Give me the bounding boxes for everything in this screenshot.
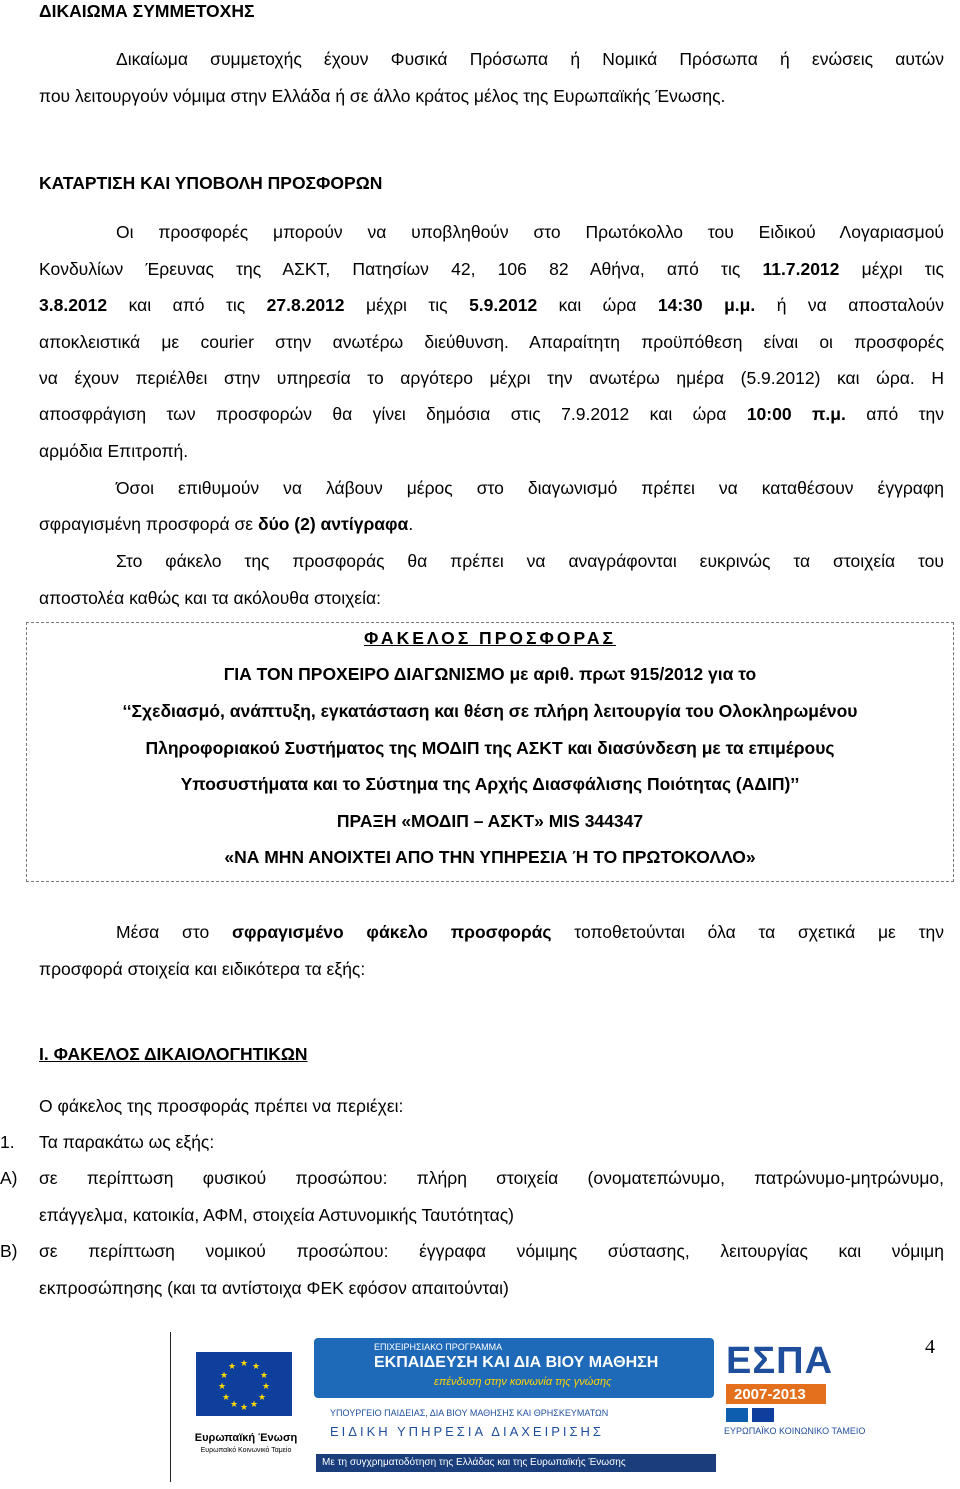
program-slogan: επένδυση στην κοινωνία της γνώσης <box>434 1376 612 1388</box>
participation-text-line-2: που λειτουργούν νόμιμα στην Ελλάδα ή σε άλλο κράτος μέλος της Ευρωπαϊκής Ένωσης. <box>39 86 726 106</box>
documents-intro: Ο φάκελος της προσφοράς πρέπει να περιέχει: <box>39 1096 404 1116</box>
envelope-line-2: ‘‘Σχεδιασμό, ανάπτυξη, εγκατάσταση και θέση σε πλήρη λειτουργία του Ολοκληρωμένου <box>122 701 858 721</box>
espa-sublabel: ΕΥΡΩΠΑΪΚΟ ΚΟΙΝΩΝΙΚΟ ΤΑΜΕΙΟ <box>724 1426 866 1436</box>
ministry-name: ΥΠΟΥΡΓΕΙΟ ΠΑΙΔΕΙΑΣ, ΔΙΑ ΒΙΟΥ ΜΑΘΗΣΗΣ ΚΑΙ ΘΡΗΣΚΕΥΜΑΤΩΝ <box>330 1408 609 1418</box>
espa-logo: ΕΣΠΑ <box>726 1340 834 1382</box>
section-title-participation: ΔΙΚΑΙΩΜΑ ΣΥΜΜΕΤΟΧΗΣ <box>39 1 255 21</box>
eu-flag-small-icon <box>752 1408 774 1422</box>
svg-text:★: ★ <box>219 1371 229 1381</box>
submission-line-10: Στο φάκελο της προσφοράς θα πρέπει να αναγράφονται ευκρινώς τα στοιχεία του <box>116 551 944 571</box>
footer-divider <box>170 1332 171 1482</box>
item-label-a: Α) <box>0 1168 18 1188</box>
envelope-title: ΦΑΚΕΛΟΣ ΠΡΟΣΦΟΡΑΣ <box>364 628 616 648</box>
item-b-line-1: σε περίπτωση νομικού προσώπου: έγγραφα νόμιμης σύστασης, λειτουργίας και νόμιμη <box>39 1241 944 1261</box>
item-b-line-2: εκπροσώπησης (και τα αντίστοιχα ΦΕΚ εφόσον απαιτούνται) <box>39 1278 509 1298</box>
espa-years-bar <box>726 1384 826 1404</box>
cofunding-text: Με τη συγχρηματοδότηση της Ελλάδας και της Ευρωπαϊκής Ένωσης <box>322 1457 626 1468</box>
svg-text:★: ★ <box>239 1403 249 1413</box>
section-title-documents: Ι. ΦΑΚΕΛΟΣ ΔΙΚΑΙΟΛΟΓΗΤΙΚΩΝ <box>39 1044 308 1064</box>
submission-line-7: αρμόδια Επιτροπή. <box>39 441 189 461</box>
envelope-line-1: ΓΙΑ ΤΟΝ ΠΡΟΧΕΙΡΟ ΔΙΑΓΩΝΙΣΜΟ με αριθ. πρωτ 915/2012 για το <box>223 664 757 684</box>
participation-text-line-1: Δικαίωμα συμμετοχής έχουν Φυσικά Πρόσωπα ή Νομικά Πρόσωπα ή ενώσεις αυτών <box>116 49 944 69</box>
submission-line-1: Οι προσφορές μπορούν να υποβληθούν στο Πρωτόκολλο του Ειδικού Λογαριασμού <box>116 222 944 242</box>
eu-label: Ευρωπαϊκή Ένωση <box>194 1432 298 1444</box>
page-number: 4 <box>925 1336 935 1358</box>
envelope-line-5: ΠΡΑΞΗ «ΜΟΔΙΠ – ΑΣΚΤ» MIS 344347 <box>336 811 644 831</box>
item-number-1: 1. <box>0 1132 15 1152</box>
section-title-submission: ΚΑΤΑΡΤΙΣΗ ΚΑΙ ΥΠΟΒΟΛΗ ΠΡΟΣΦΟΡΩΝ <box>39 173 383 193</box>
management-service: ΕΙΔΙΚΗ ΥΠΗΡΕΣΙΑ ΔΙΑΧΕΙΡΙΣΗΣ <box>330 1424 604 1439</box>
eu-sublabel: Ευρωπαϊκό Κοινωνικό Ταμείο <box>200 1447 292 1454</box>
submission-line-6: αποσφράγιση των προσφορών θα γίνει δημόσια στις 7.9.2012 και ώρα 10:00 π.μ. από την <box>39 404 944 424</box>
submission-line-8: Όσοι επιθυμούν να λάβουν μέρος στο διαγωνισμό πρέπει να καταθέσουν έγγραφη <box>116 478 944 498</box>
envelope-line-6: «ΝΑ ΜΗΝ ΑΝΟΙΧΤΕΙ ΑΠΟ ΤΗΝ ΥΠΗΡΕΣΙΑ Ή ΤΟ ΠΡΩΤΟΚΟΛΛΟ» <box>224 847 756 867</box>
submission-line-11: αποστολέα καθώς και τα ακόλουθα στοιχεία: <box>39 588 381 608</box>
program-label: ΕΠΙΧΕΙΡΗΣΙΑΚΟ ΠΡΟΓΡΑΜΜΑ <box>374 1342 503 1352</box>
item-a-line-2: επάγγελμα, κατοικία, ΑΦΜ, στοιχεία Αστυνομικής Ταυτότητας) <box>39 1205 514 1225</box>
svg-text:★: ★ <box>227 1362 237 1372</box>
contents-line-2: προσφορά στοιχεία και ειδικότερα τα εξής: <box>39 959 366 979</box>
svg-text:★: ★ <box>217 1382 227 1392</box>
submission-line-4: αποκλειστικά με courier στην ανωτέρω διεύθυνση. Απαραίτητη προϋπόθεση είναι οι προσφορές <box>39 332 944 352</box>
cofunding-bar <box>316 1454 716 1472</box>
submission-line-2: Κονδυλίων Έρευνας της ΑΣΚΤ, Πατησίων 42, 106 82 Αθήνα, από τις 11.7.2012 μέχρι τις <box>39 259 944 279</box>
submission-line-9: σφραγισμένη προσφορά σε δύο (2) αντίγραφα. <box>39 514 414 534</box>
svg-text:★: ★ <box>259 1371 269 1381</box>
item-a-line-1: σε περίπτωση φυσικού προσώπου: πλήρη στοιχεία (ονοματεπώνυμο, πατρώνυμο-μητρώνυμο, <box>39 1168 944 1188</box>
svg-text:★: ★ <box>249 1400 259 1410</box>
svg-text:★: ★ <box>239 1359 249 1369</box>
item-label-b: Β) <box>0 1241 18 1261</box>
submission-line-5: να έχουν περιέλθει στην υπηρεσία το αργότερο μέχρι την ανωτέρω ημέρα (5.9.2012) και ώρα. Η <box>39 368 944 388</box>
contents-line-1: Μέσα στο σφραγισμένο φάκελο προσφοράς τοποθετούνται όλα τα σχετικά με την <box>116 922 945 942</box>
svg-text:★: ★ <box>251 1362 261 1372</box>
envelope-line-4: Υποσυστήματα και το Σύστημα της Αρχής Διασφάλισης Ποιότητας (ΑΔΙΠ)’’ <box>180 774 800 794</box>
svg-text:★: ★ <box>221 1393 231 1403</box>
greek-flag-icon <box>726 1408 748 1422</box>
envelope-line-3: Πληροφοριακού Συστήματος της ΜΟΔΙΠ της ΑΣΚΤ και διασύνδεση με τα επιμέρους <box>145 738 835 758</box>
eu-flag-logo <box>196 1352 292 1416</box>
program-banner <box>314 1338 714 1398</box>
svg-text:★: ★ <box>257 1393 267 1403</box>
espa-years: 2007-2013 <box>734 1386 806 1403</box>
program-title: ΕΚΠΑΙΔΕΥΣΗ ΚΑΙ ΔΙΑ ΒΙΟΥ ΜΑΘΗΣΗ <box>374 1354 659 1371</box>
submission-line-3: 3.8.2012 και από τις 27.8.2012 μέχρι τις 5.9.2012 και ώρα 14:30 μ.μ. ή να αποσταλούν <box>39 295 945 315</box>
svg-text:★: ★ <box>261 1382 271 1392</box>
svg-text:★: ★ <box>229 1400 239 1410</box>
item-1-text: Τα παρακάτω ως εξής: <box>39 1132 215 1152</box>
